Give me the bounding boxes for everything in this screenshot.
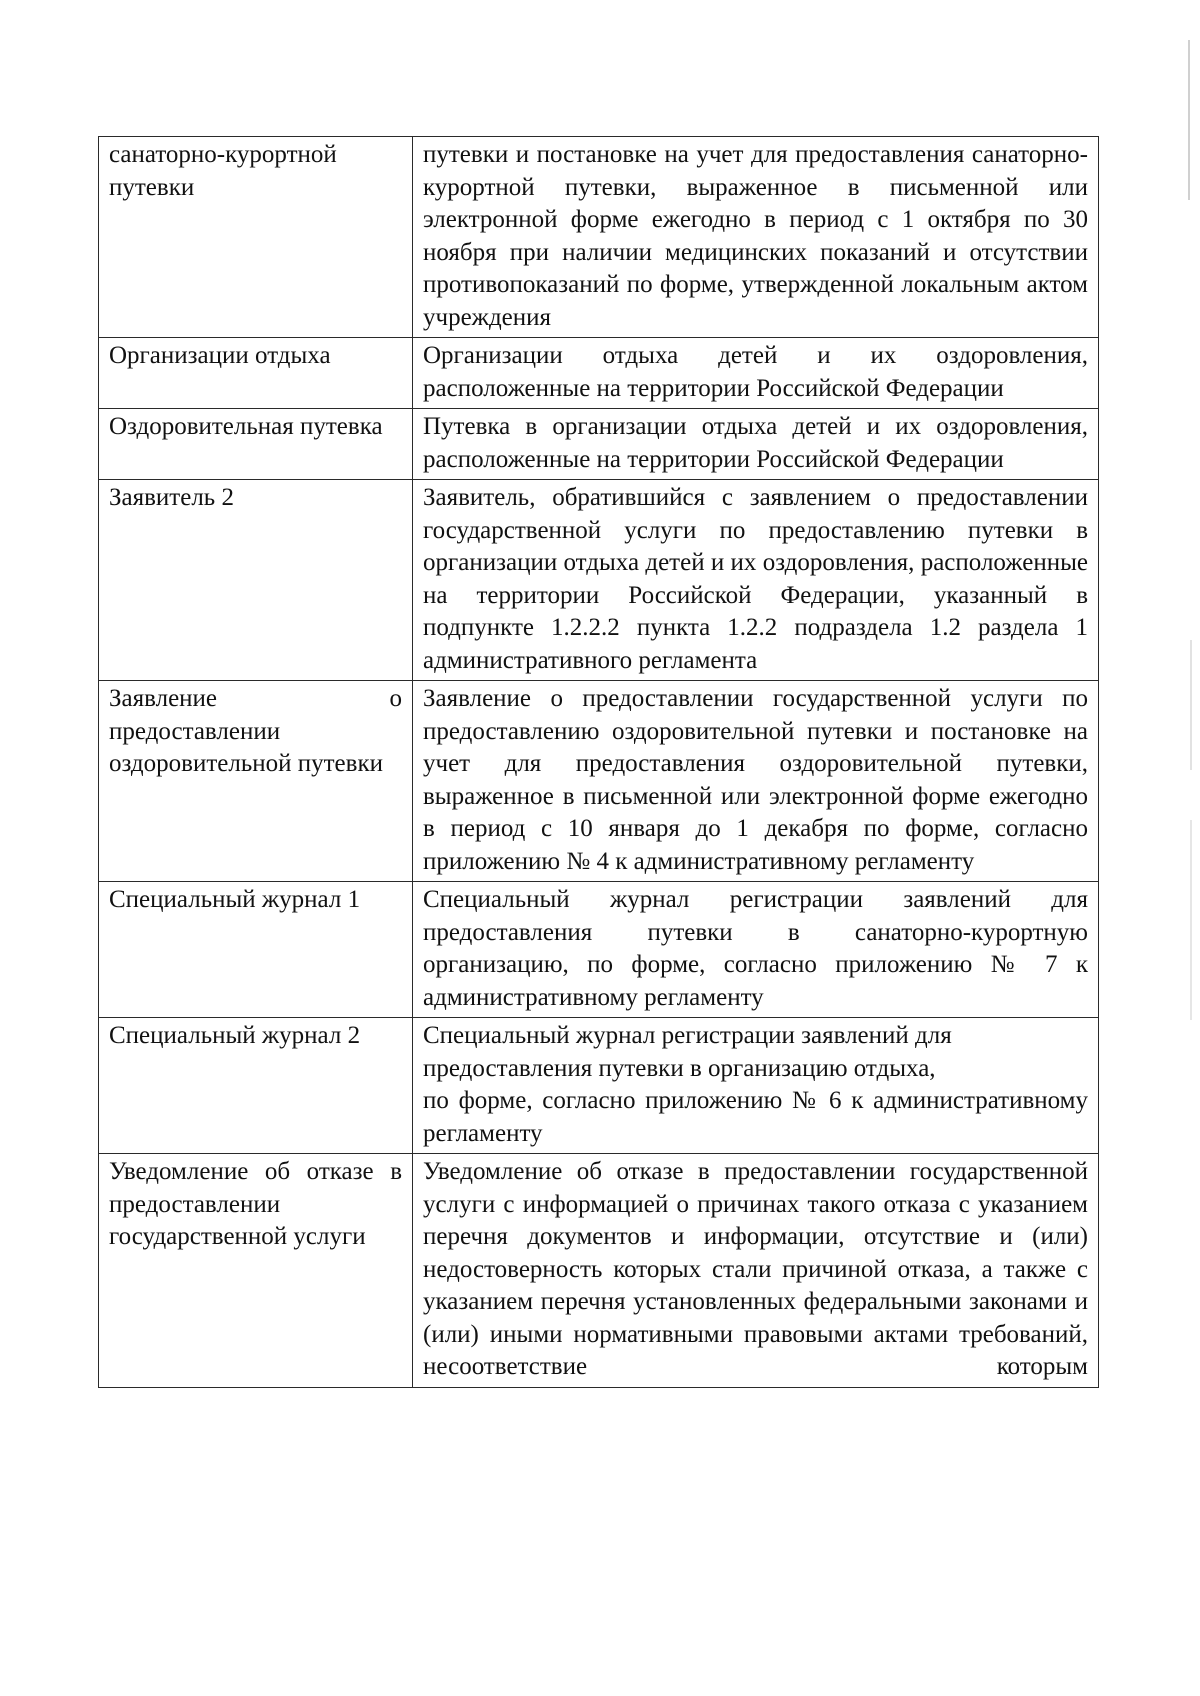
definition-cell: Уведомление об отказе в предоставлении государственной услуги с информацией о причинах такого отказа с указанием перечня документов и информации, отсутствие и (или) недостоверность которых стали причиной отказа, а также с указанием перечня установленных федеральными законами и (или) иными нормативными правовыми актами требований, несоответствие которым	[413, 1154, 1099, 1388]
definition-cell: Заявление о предоставлении государственной услуги по предоставлению оздоровительной путевки и постановке на учет для предоставления оздоровительной путевки, выраженное в письменной или электронной форме ежегодно в период с 10 января до 1 декабря по форме, согласно приложению № 4 к административному регламенту	[413, 681, 1099, 882]
scan-artifact	[1190, 820, 1192, 1020]
term-cell: Заявитель 2	[99, 480, 413, 681]
table-row	[99, 338, 1099, 409]
table-row	[99, 480, 1099, 681]
term-cell: Специальный журнал 2	[99, 1018, 413, 1154]
definition-line: по форме, согласно приложению № 6 к административному регламенту	[423, 1087, 1088, 1147]
term-cell: Организации отдыха	[99, 338, 413, 409]
definition-cell: Специальный журнал регистрации заявлений для предоставления путевки в санаторно-курортную организацию, по форме, согласно приложению № 7 к административному регламенту	[413, 882, 1099, 1018]
scan-artifact	[1190, 640, 1192, 770]
table-row	[99, 882, 1099, 1018]
definition-cell: путевки и постановке на учет для предоставления санаторно-курортной путевки, выраженное в письменной или электронной форме ежегодно в период с 1 октября по 30 ноября при наличии медицинских показаний и отсутствии противопоказаний по форме, утвержденной локальным актом учреждения	[413, 137, 1099, 338]
definition-line: Специальный журнал регистрации заявлений для предоставления путевки в организацию отдыха,	[423, 1022, 952, 1082]
scan-artifact	[1188, 40, 1190, 200]
definition-cell: Организации отдыха детей и их оздоровления, расположенные на территории Российской Федерации	[413, 338, 1099, 409]
term-cell: Оздоровительная путевка	[99, 409, 413, 480]
terms-table	[98, 136, 1099, 1388]
term-cell: Заявление о предоставлении оздоровительной путевки	[99, 681, 413, 882]
definition-cell: Путевка в организации отдыха детей и их оздоровления, расположенные на территории Российской Федерации	[413, 409, 1099, 480]
definition-cell	[413, 1018, 1099, 1154]
term-cell: санаторно-курортной путевки	[99, 137, 413, 338]
table-row	[99, 681, 1099, 882]
table-row	[99, 137, 1099, 338]
table-row	[99, 1018, 1099, 1154]
table-row	[99, 1154, 1099, 1388]
definition-cell: Заявитель, обратившийся с заявлением о предоставлении государственной услуги по предоставлению путевки в организации отдыха детей и их оздоровления, расположенные на территории Российской Федерации, указанный в подпункте 1.2.2.2 пункта 1.2.2 подраздела 1.2 раздела 1 административного регламента	[413, 480, 1099, 681]
term-cell: Уведомление об отказе в предоставлении государственной услуги	[99, 1154, 413, 1388]
table-row	[99, 409, 1099, 480]
term-cell: Специальный журнал 1	[99, 882, 413, 1018]
